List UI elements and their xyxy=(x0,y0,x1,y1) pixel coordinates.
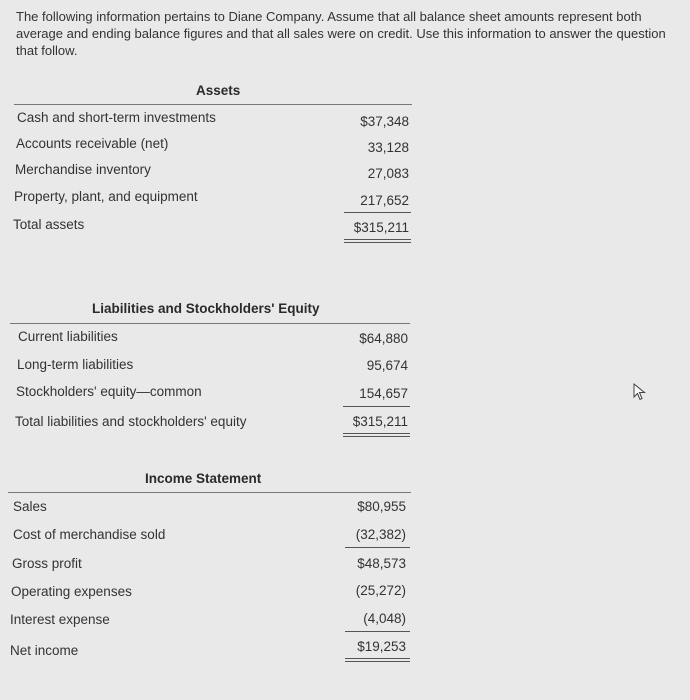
assets-row-value: $37,348 xyxy=(360,114,409,129)
liabilities-row-label: Long-term liabilities xyxy=(17,357,134,372)
total-liabilities-value: $315,211 xyxy=(352,414,408,429)
income-row-value: (4,048) xyxy=(363,611,406,626)
total-assets-label: Total assets xyxy=(13,217,85,232)
income-row-label: Operating expenses xyxy=(11,584,132,599)
liabilities-row-value: 95,674 xyxy=(366,358,408,373)
assets-double-rule xyxy=(344,239,411,243)
income-row-value: $48,573 xyxy=(357,556,406,571)
total-liabilities-label: Total liabilities and stockholders' equity xyxy=(15,414,247,429)
assets-header-rule xyxy=(14,104,412,105)
liabilities-row-label: Stockholders' equity—common xyxy=(16,384,202,399)
income-row-label: Gross profit xyxy=(12,556,82,571)
liabilities-row-value: $64,880 xyxy=(359,331,408,346)
assets-row-value: 217,652 xyxy=(360,193,409,208)
income-header-rule xyxy=(8,492,411,493)
cogs-subtotal-rule xyxy=(345,547,410,548)
income-row-value: (25,272) xyxy=(355,583,406,598)
liabilities-header-rule xyxy=(10,323,410,324)
assets-row-value: 27,083 xyxy=(367,166,409,181)
expenses-subtotal-rule xyxy=(345,631,410,632)
net-income-double-rule xyxy=(345,658,410,662)
liabilities-row-label: Current liabilities xyxy=(18,329,118,344)
income-row-value: (32,382) xyxy=(355,527,406,542)
assets-subtotal-rule xyxy=(344,212,411,213)
net-income-label: Net income xyxy=(10,643,79,658)
income-row-label: Sales xyxy=(13,499,47,514)
mouse-pointer-icon xyxy=(633,383,647,401)
assets-row-label: Accounts receivable (net) xyxy=(16,136,169,151)
assets-row-label: Property, plant, and equipment xyxy=(14,189,198,204)
liabilities-title: Liabilities and Stockholders' Equity xyxy=(92,301,320,316)
assets-row-label: Cash and short-term investments xyxy=(17,110,216,125)
income-statement-title: Income Statement xyxy=(145,471,262,486)
liabilities-subtotal-rule xyxy=(343,406,410,407)
assets-row-value: 33,128 xyxy=(367,140,409,155)
liabilities-row-value: 154,657 xyxy=(359,386,408,401)
intro-paragraph: The following information pertains to Diane Company. Assume that all balance sheet amounts represent both average and ending balance figures and that all sales were on credit. Use this information to answer the question that follow. xyxy=(16,9,666,58)
income-row-label: Interest expense xyxy=(10,612,110,627)
total-assets-value: $315,211 xyxy=(353,220,409,235)
liabilities-double-rule xyxy=(343,433,410,437)
income-row-label: Cost of merchandise sold xyxy=(13,527,166,542)
assets-row-label: Merchandise inventory xyxy=(15,162,151,177)
income-row-value: $80,955 xyxy=(357,499,406,514)
net-income-value: $19,253 xyxy=(357,639,406,654)
assets-title: Assets xyxy=(196,83,241,98)
